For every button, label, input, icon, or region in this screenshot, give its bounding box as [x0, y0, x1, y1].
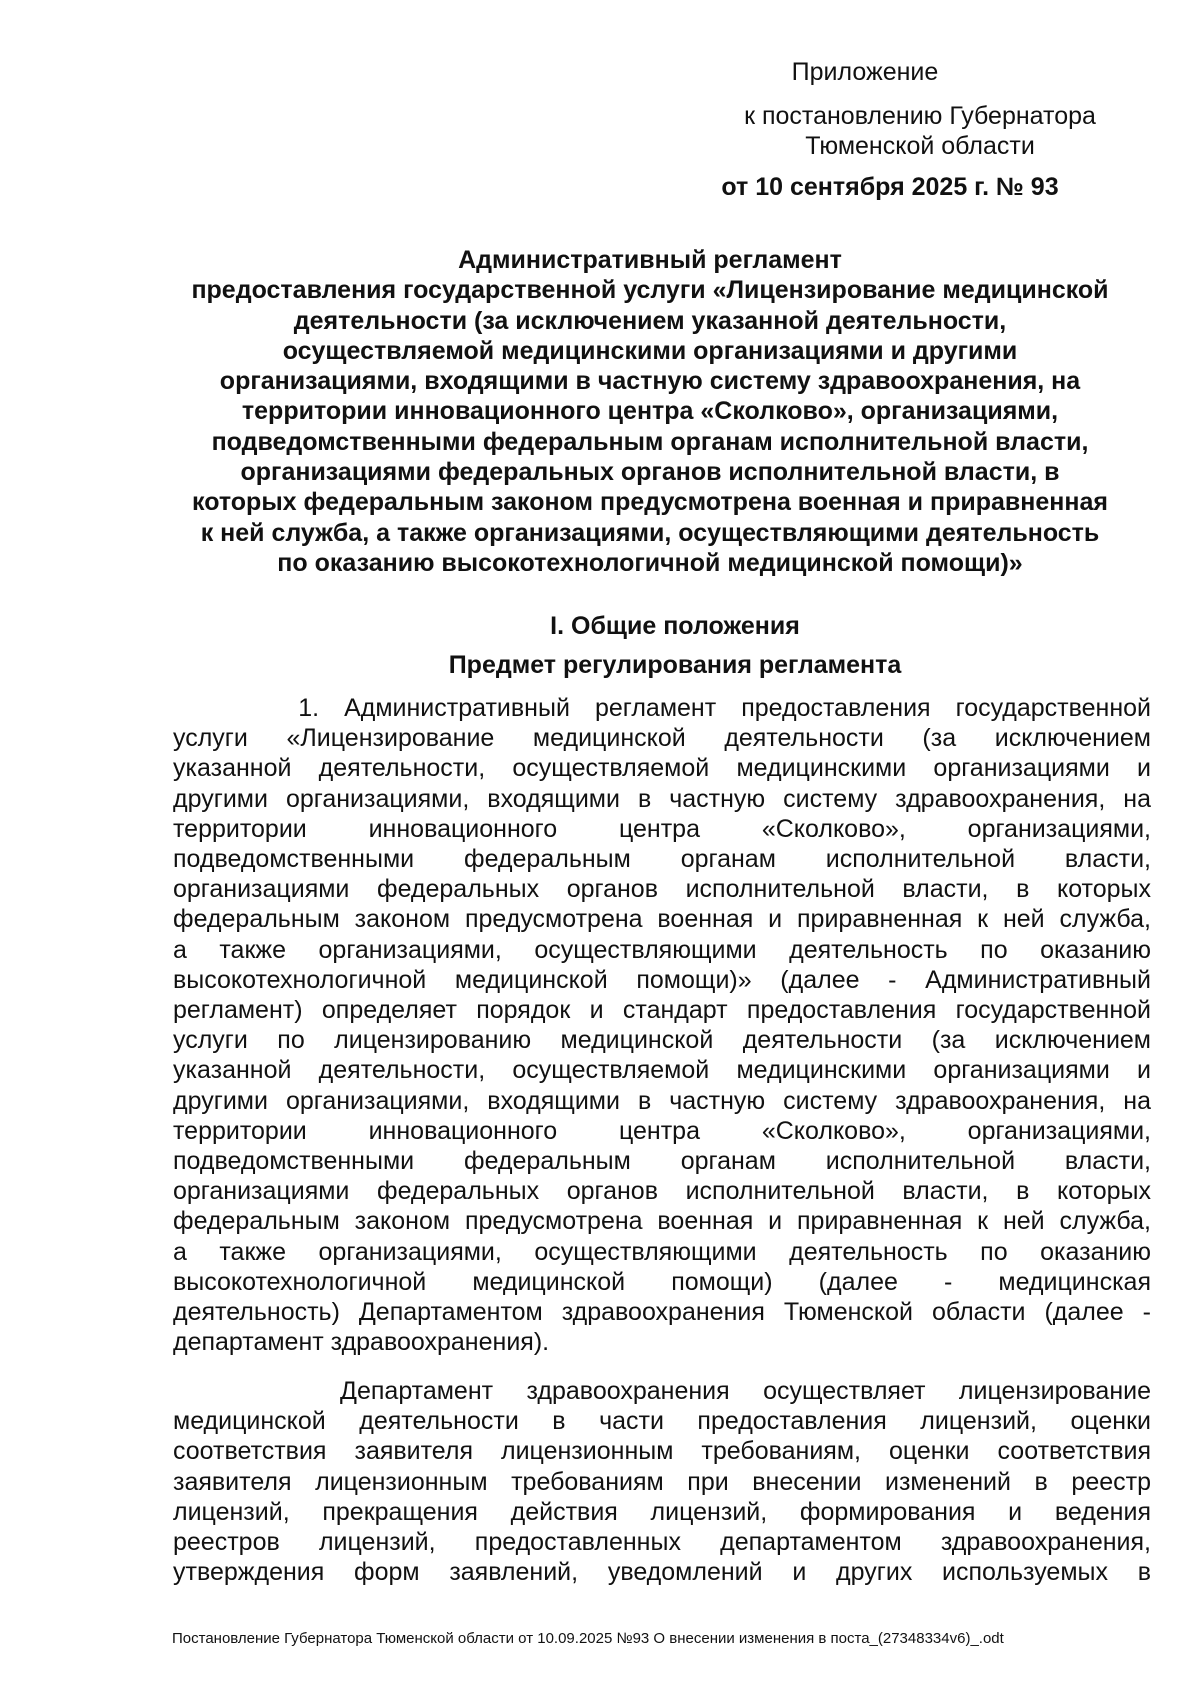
- text-line: указанной деятельности, осуществляемой медицинскими организациями и: [173, 754, 1151, 783]
- section-heading-general: I. Общие положения: [550, 612, 800, 640]
- section-heading-subject: Предмет регулирования регламента: [448, 651, 902, 679]
- text-line: другими организациями, входящими в частную систему здравоохранения, на: [173, 1086, 1151, 1115]
- page-footer: Постановление Губернатора Тюменской области от 10.09.2025 №93 О внесении изменения в поста_(27348334v6)_.odt: [172, 1630, 1004, 1647]
- text-line: деятельность) Департаментом здравоохранения Тюменской области (далее -: [173, 1298, 1151, 1327]
- text-line: организациями федеральных органов исполнительной власти, в которых: [173, 875, 1151, 904]
- text-line: Департамент здравоохранения осуществляет лицензирование: [173, 1377, 1151, 1405]
- text-line: заявителя лицензионным требованиям при внесении изменений в реестр: [173, 1467, 1151, 1496]
- annex-date-number: от 10 сентября 2025 г. № 93: [721, 173, 1059, 201]
- annex-to-resolution: к постановлению Губернатора: [744, 102, 1096, 130]
- title-line: которых федеральным законом предусмотрена военная и приравненная: [192, 488, 1108, 517]
- text-line: федеральным законом предусмотрена военная и приравненная к ней служба,: [173, 1207, 1151, 1236]
- annex-region: Тюменской области: [805, 132, 1035, 160]
- text-line: подведомственными федеральным органам исполнительной власти,: [173, 1147, 1151, 1176]
- text-line: территории инновационного центра «Сколково», организациями,: [173, 1116, 1151, 1145]
- title-line: предоставления государственной услуги «Лицензирование медицинской: [191, 276, 1109, 305]
- title-line: осуществляемой медицинскими организациями и другими: [282, 336, 1018, 365]
- text-line: территории инновационного центра «Сколково», организациями,: [173, 814, 1151, 843]
- paragraph-1: [173, 693, 1151, 1357]
- title-line: Административный регламент: [458, 246, 842, 274]
- text-line: реестров лицензий, предоставленных департаментом здравоохранения,: [173, 1528, 1151, 1557]
- text-line: утверждения форм заявлений, уведомлений и других используемых в: [173, 1558, 1151, 1587]
- text-line: другими организациями, входящими в частную систему здравоохранения, на: [173, 784, 1151, 813]
- text-line: высокотехнологичной медицинской помощи) (далее - медицинская: [173, 1267, 1151, 1296]
- text-line: федеральным законом предусмотрена военная и приравненная к ней служба,: [173, 905, 1151, 934]
- text-line: указанной деятельности, осуществляемой медицинскими организациями и: [173, 1056, 1151, 1085]
- title-line: подведомственными федеральным органам исполнительной власти,: [211, 427, 1089, 456]
- annex-title: Приложение: [791, 58, 939, 86]
- title-line: по оказанию высокотехнологичной медицинской помощи)»: [277, 548, 1023, 577]
- text-line: департамент здравоохранения).: [173, 1328, 550, 1357]
- text-line: медицинской деятельности в части предоставления лицензий, оценки: [173, 1407, 1151, 1436]
- text-line: а также организациями, осуществляющими деятельность по оказанию: [173, 935, 1151, 964]
- title-line: к ней служба, а также организациями, осуществляющими деятельность: [200, 518, 1100, 547]
- text-line: высокотехнологичной медицинской помощи)» (далее - Административный: [173, 965, 1151, 994]
- text-line: соответствия заявителя лицензионным требованиям, оценки соответствия: [173, 1437, 1151, 1466]
- title-line: организациями, входящими в частную систему здравоохранения, на: [219, 367, 1081, 396]
- text-line: лицензий, прекращения действия лицензий, формирования и ведения: [173, 1497, 1151, 1526]
- text-line: организациями федеральных органов исполнительной власти, в которых: [173, 1177, 1151, 1206]
- title-line: организациями федеральных органов исполнительной власти, в: [240, 458, 1060, 487]
- document-title: [160, 245, 1140, 578]
- text-line: услуги «Лицензирование медицинской деятельности (за исключением: [173, 724, 1151, 753]
- title-line: деятельности (за исключением указанной деятельности,: [293, 306, 1007, 335]
- text-line: подведомственными федеральным органам исполнительной власти,: [173, 845, 1151, 874]
- text-line: услуги по лицензированию медицинской деятельности (за исключением: [173, 1026, 1151, 1055]
- text-line: 1. Административный регламент предоставления государственной: [173, 694, 1151, 722]
- text-line: а также организациями, осуществляющими деятельность по оказанию: [173, 1237, 1151, 1266]
- text-line: регламент) определяет порядок и стандарт предоставления государственной: [173, 996, 1151, 1025]
- paragraph-2: [173, 1376, 1151, 1587]
- title-line: территории инновационного центра «Сколково», организациями,: [241, 397, 1059, 426]
